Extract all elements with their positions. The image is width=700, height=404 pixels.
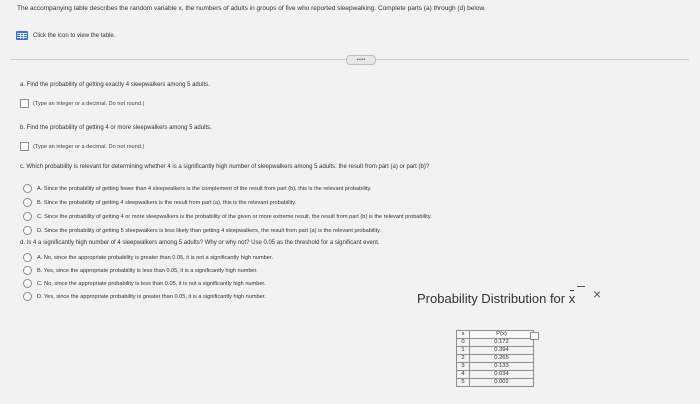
option-c-b[interactable]: B. Since the probability of getting 4 sleepwalkers is the result from part (a), this is the relevant probability.	[23, 198, 296, 207]
expand-handle[interactable]: •••••	[346, 55, 376, 65]
x-bar-variable: x	[568, 291, 576, 306]
minimize-icon[interactable]	[577, 286, 585, 287]
view-table-text: Click the icon to view the table.	[33, 32, 116, 39]
answer-a-input[interactable]	[20, 99, 29, 108]
instructions: The accompanying table describes the random variable x, the numbers of adults in groups of five who reported sleepwalking. Complete parts (a) through (d) below.	[17, 5, 486, 12]
option-d-c[interactable]: C. No, since the appropriate probability is less than 0.05, it is not a significantly high number.	[23, 279, 266, 288]
table-row: 0 0.172	[457, 339, 534, 347]
option-c-d[interactable]: D. Since the probability of getting 5 sleepwalkers is less likely than getting 4 sleepwalkers, the result from part (a) is the relevant probability.	[23, 226, 381, 235]
radio-button[interactable]	[23, 226, 32, 235]
close-icon[interactable]: ×	[593, 286, 602, 302]
question-a: a. Find the probability of getting exactly 4 sleepwalkers among 5 adults.	[20, 82, 210, 88]
question-b: b. Find the probability of getting 4 or more sleepwalkers among 5 adults.	[20, 125, 212, 131]
radio-button[interactable]	[23, 253, 32, 262]
question-d: d. Is 4 a significantly high number of 4 sleepwalkers among 5 adults? Why or why not? Use 0.05 as the threshold for a significant event.	[20, 240, 380, 246]
option-d-d[interactable]: D. Yes, since the appropriate probability is greater than 0.05, it is a significantly high number.	[23, 292, 266, 301]
answer-b-input[interactable]	[20, 142, 29, 151]
radio-button[interactable]	[23, 292, 32, 301]
table-row: 1 0.394	[457, 347, 534, 355]
option-d-a[interactable]: A. No, since the appropriate probability is greater than 0.05, it is not a significantly high number.	[23, 253, 273, 262]
radio-button[interactable]	[23, 184, 32, 193]
header-px: P(x)	[470, 331, 534, 339]
answer-a-hint: (Type an integer or a decimal. Do not round.)	[33, 100, 145, 107]
probability-table	[456, 330, 534, 387]
answer-b-hint: (Type an integer or a decimal. Do not round.)	[33, 143, 145, 150]
table-row: 5 0.002	[457, 379, 534, 387]
table-row: 4 0.034	[457, 371, 534, 379]
radio-button[interactable]	[23, 266, 32, 275]
copy-icon[interactable]	[530, 332, 539, 340]
table-row: 2 0.265	[457, 355, 534, 363]
table-icon[interactable]	[16, 31, 28, 40]
option-d-b[interactable]: B. Yes, since the appropriate probability is less than 0.05, it is a significantly high number.	[23, 266, 258, 275]
view-table-link[interactable]	[16, 31, 115, 40]
popup-title: Probability Distribution for x	[417, 291, 576, 306]
radio-button[interactable]	[23, 198, 32, 207]
table-row: 3 0.133	[457, 363, 534, 371]
radio-button[interactable]	[23, 212, 32, 221]
option-c-a[interactable]: A. Since the probability of getting fewer than 4 sleepwalkers is the complement of the result from part (b), this is the relevant probability.	[23, 184, 371, 193]
option-c-c[interactable]: C. Since the probability of getting 4 or more sleepwalkers is the probability of the given or more extreme result, the result from part (b) is the relevant probability.	[23, 212, 432, 221]
header-x: x	[457, 331, 470, 339]
question-c: c. Which probability is relevant for determining whether 4 is a significantly high number of sleepwalkers among 5 adults: the result from part (a) or part (b)?	[20, 164, 430, 170]
radio-button[interactable]	[23, 279, 32, 288]
